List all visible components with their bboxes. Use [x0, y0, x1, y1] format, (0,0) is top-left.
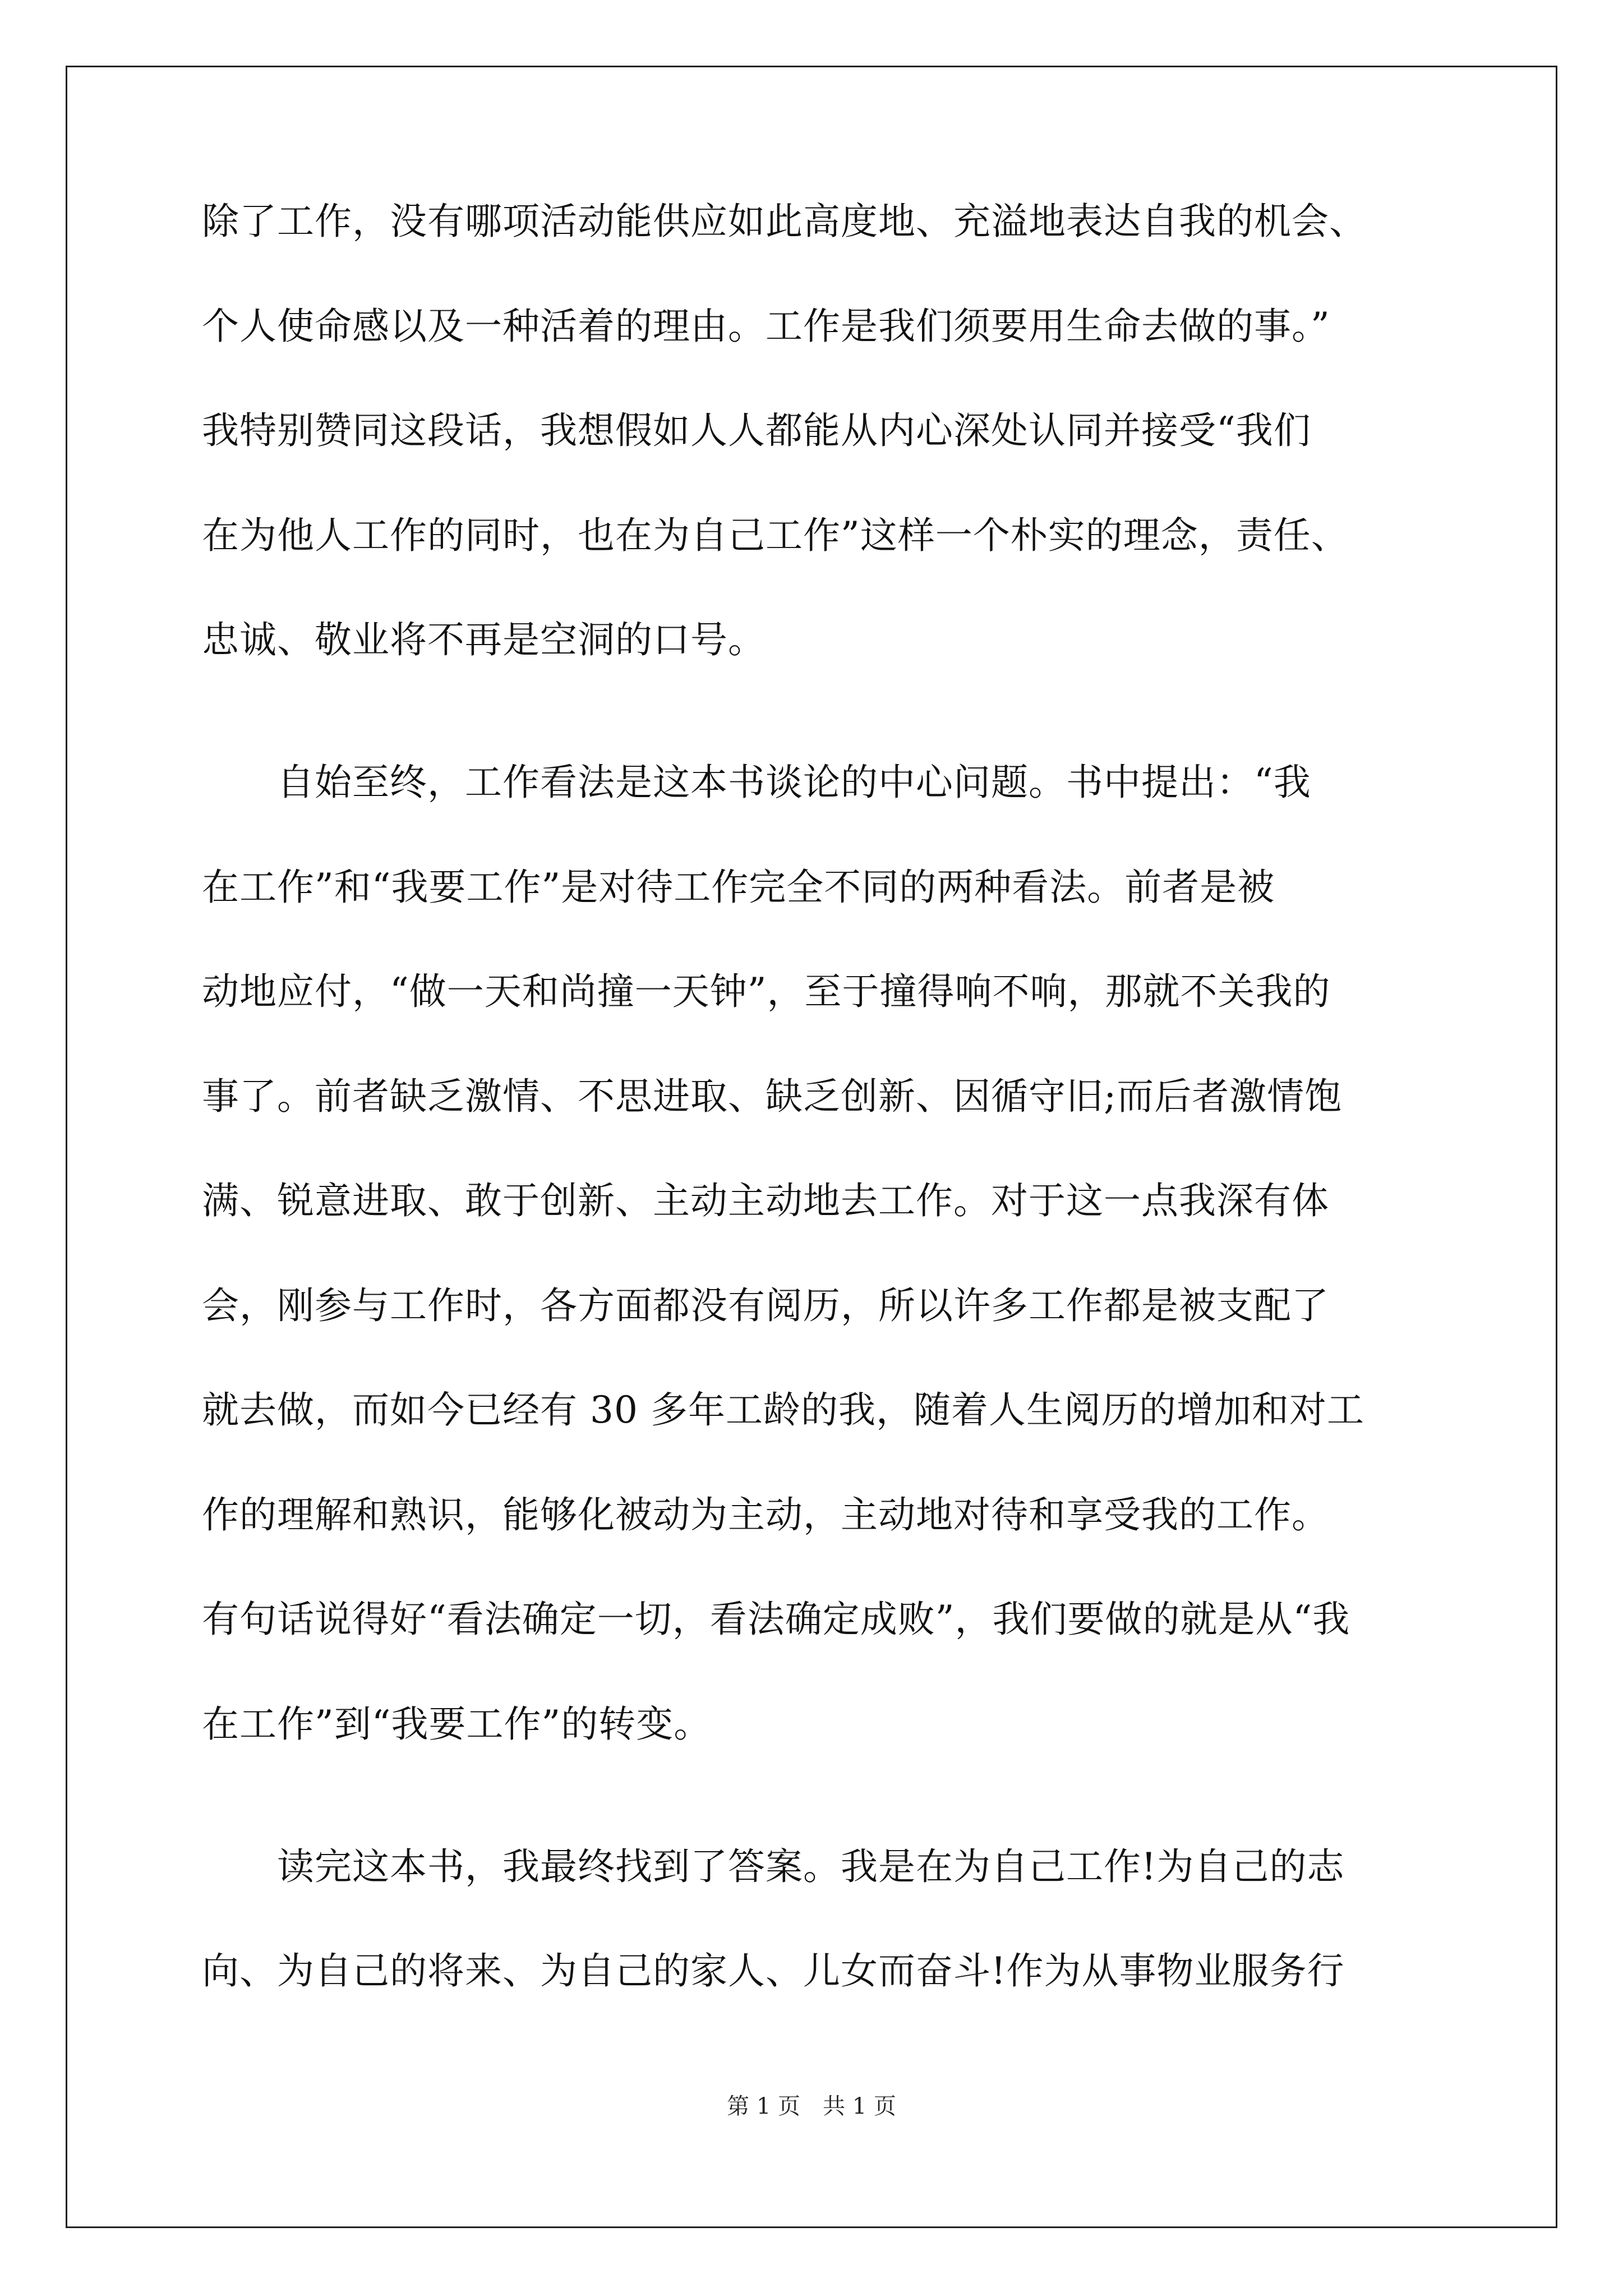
text-line: 在工作”和“我要工作”是对待工作完全不同的两种看法。前者是被 [202, 866, 1275, 909]
text-line: 向、为自己的将来、为自己的家人、儿女而奋斗!作为从事物业服务行 [202, 1949, 1345, 1993]
page-border [66, 66, 1557, 2228]
text-line: 动地应付，“做一天和尚撞一天钟”，至于撞得响不响，那就不关我的 [202, 970, 1331, 1013]
text-line: 读完这本书，我最终找到了答案。我是在为自己工作!为自己的志 [202, 1845, 1345, 1888]
page-footer: 第 1 页 共 1 页 [727, 2093, 896, 2119]
text-line: 我特别赞同这段话，我想假如人人都能从内心深处认同并接受“我们 [202, 409, 1311, 452]
text-line: 事了。前者缺乏激情、不思进取、缺乏创新、因循守旧;而后者激情饱 [202, 1075, 1343, 1118]
text-line: 自始至终，工作看法是这本书谈论的中心问题。书中提出：“我 [202, 761, 1311, 804]
text-line: 作的理解和熟识，能够化被动为主动，主动地对待和享受我的工作。 [202, 1493, 1329, 1536]
text-line: 在为他人工作的同时，也在为自己工作”这样一个朴实的理念，责任、 [202, 514, 1349, 557]
text-line: 忠诚、敬业将不再是空洞的口号。 [202, 618, 766, 661]
text-line: 满、锐意进取、敢于创新、主动主动地去工作。对于这一点我深有体 [202, 1179, 1329, 1222]
text-line: 有句话说得好“看法确定一切，看法确定成败”，我们要做的就是从“我 [202, 1598, 1350, 1641]
text-line: 在工作”到“我要工作”的转变。 [202, 1703, 712, 1746]
text-line: 个人使命感以及一种活着的理由。工作是我们须要用生命去做的事。” [202, 305, 1330, 348]
text-line: 会，刚参与工作时，各方面都没有阅历，所以许多工作都是被支配了 [202, 1284, 1329, 1327]
text-line: 就去做，而如今已经有 30 多年工龄的我，随着人生阅历的增加和对工 [202, 1388, 1364, 1432]
text-line: 除了工作，没有哪项活动能供应如此高度地、充溢地表达自我的机会、 [202, 200, 1367, 243]
